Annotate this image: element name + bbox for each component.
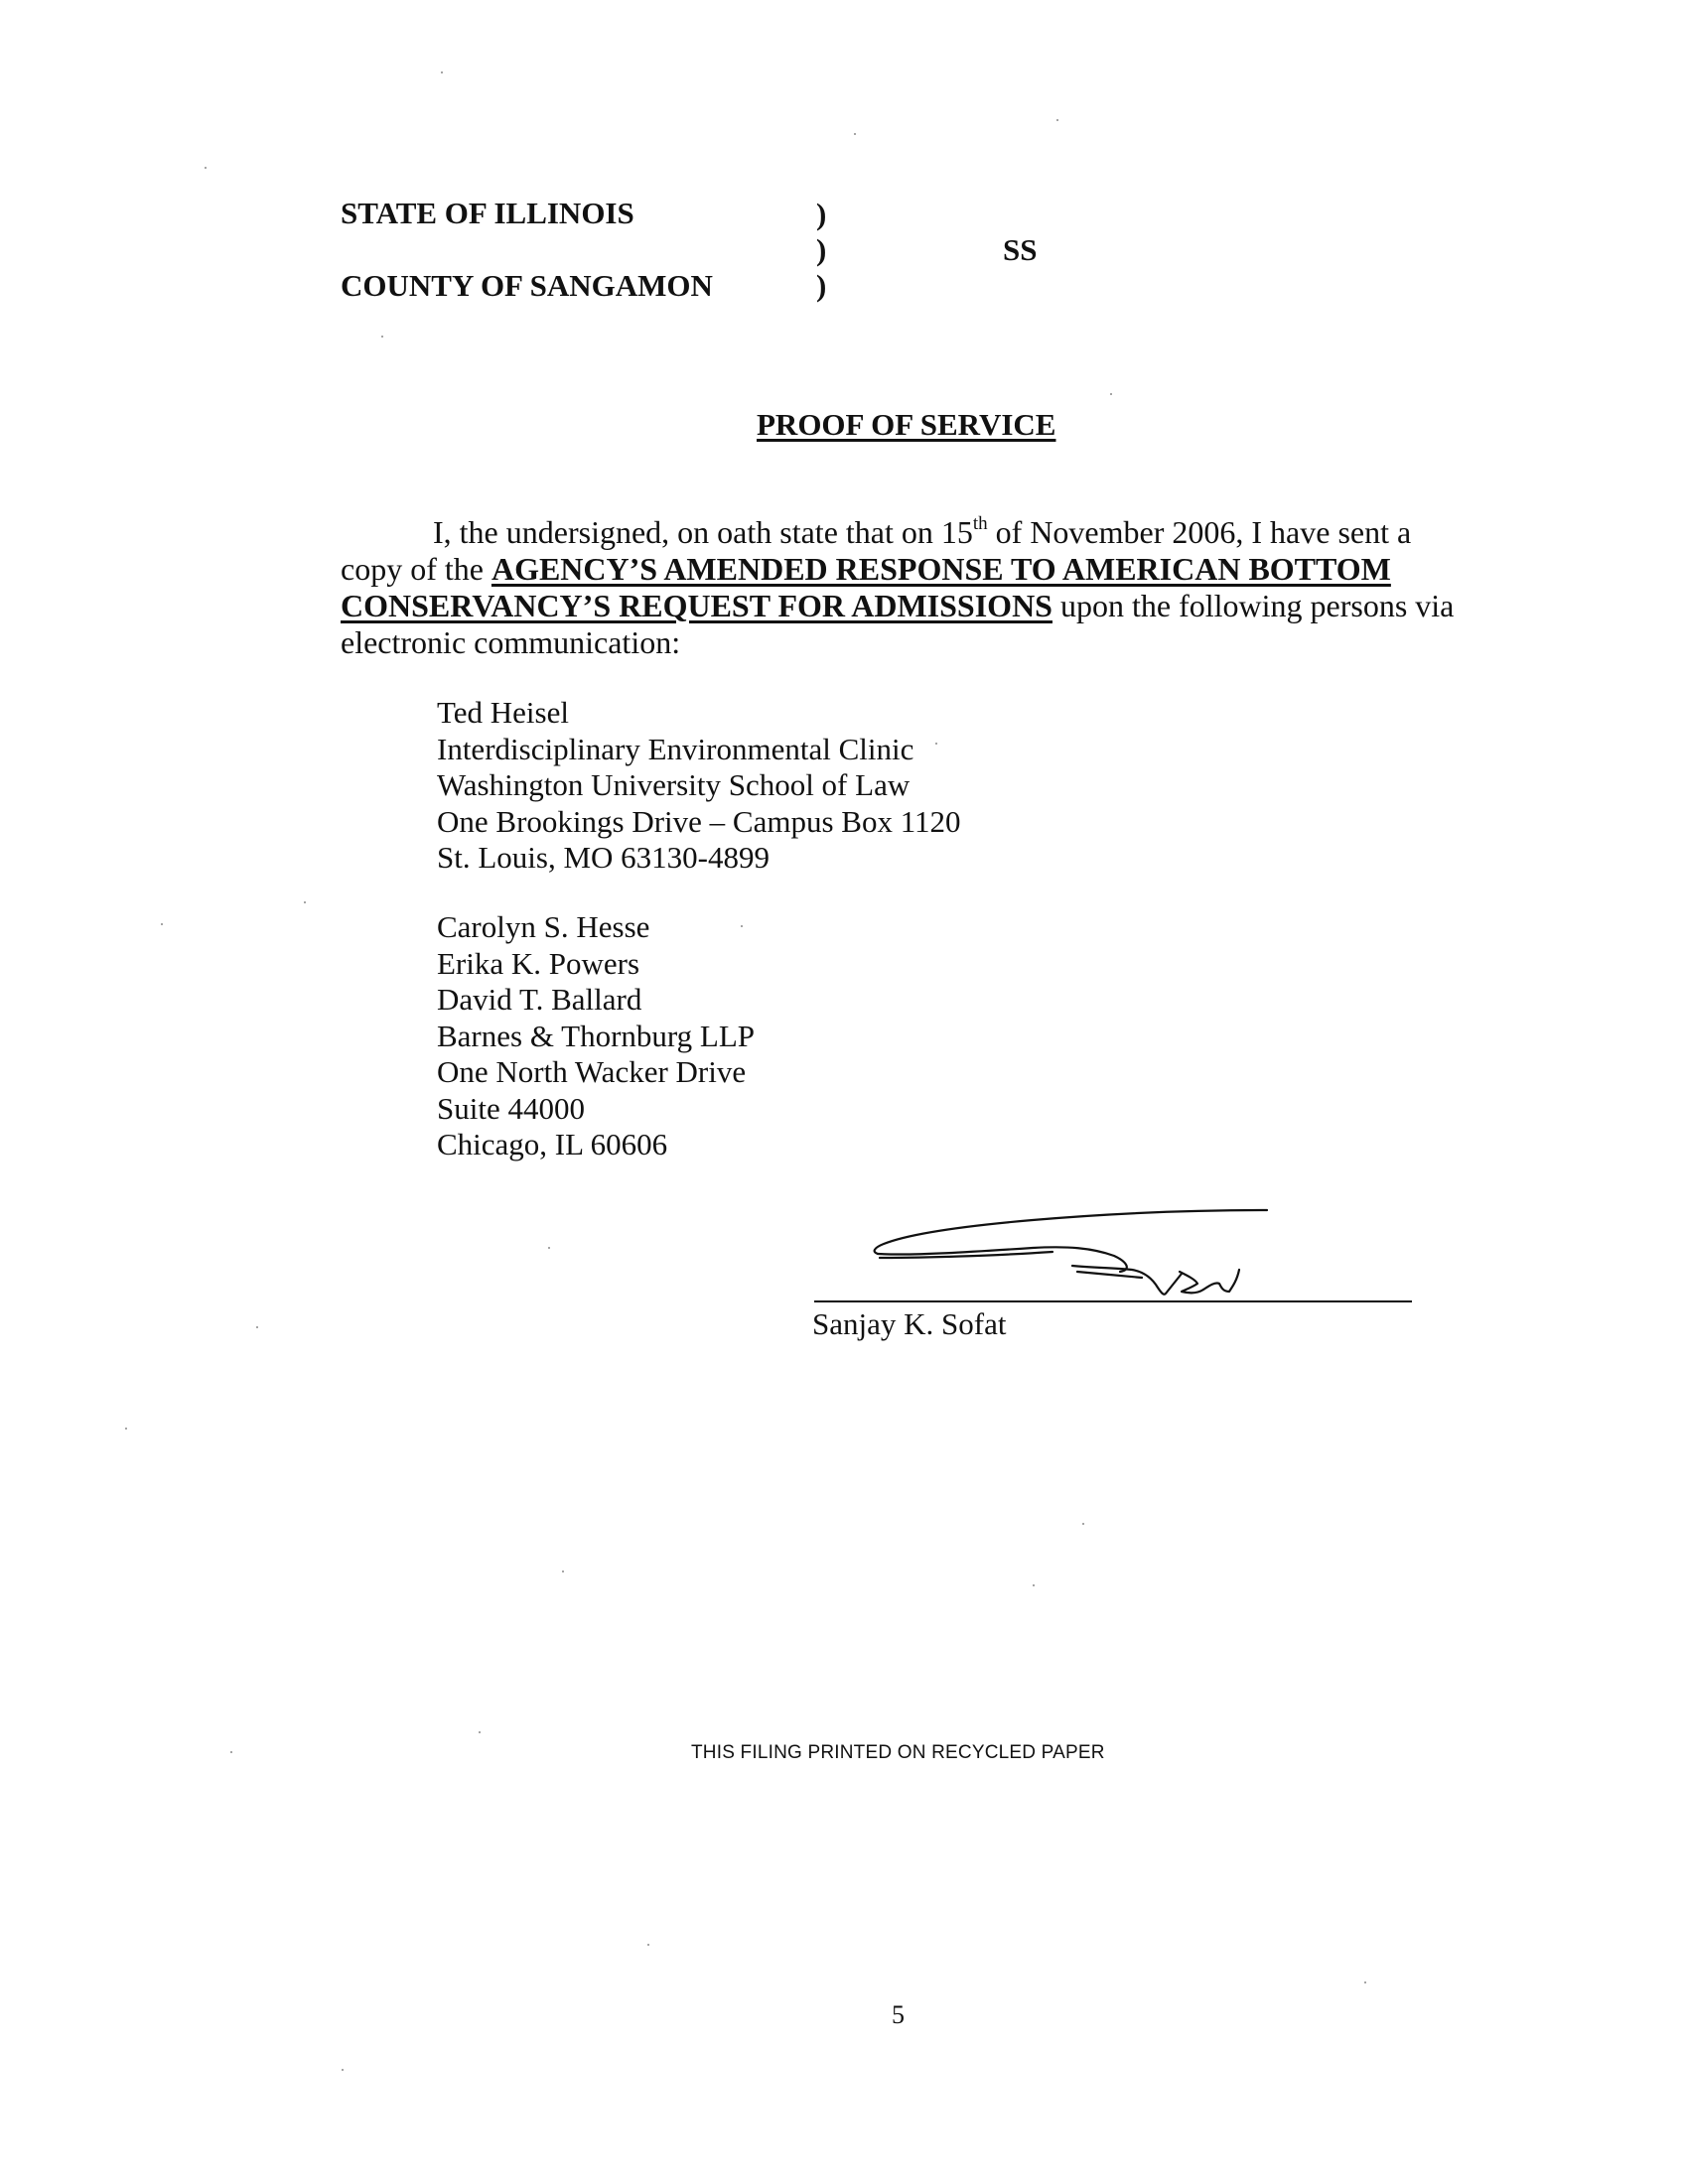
caption-state: STATE OF ILLINOIS: [341, 196, 634, 230]
document-title: PROOF OF SERVICE: [757, 407, 1056, 442]
signer-name: Sanjay K. Sofat: [812, 1306, 1007, 1341]
scan-speck: [647, 1944, 649, 1946]
caption-paren-3: ): [816, 268, 827, 303]
recipient-2-line: Barnes & Thornburg LLP: [437, 1018, 756, 1053]
statement-superscript: th: [972, 513, 988, 534]
scan-speck: [1364, 1981, 1366, 1983]
statement-text-b: of November 2006, I have sent a: [987, 514, 1412, 550]
statement-line-2: [341, 551, 1391, 587]
statement-copy-prefix: copy of the: [341, 551, 491, 587]
statement-line-3-rest: upon the following persons via: [1052, 588, 1455, 623]
scan-speck: [1033, 1584, 1035, 1586]
caption-ss: SS: [1003, 232, 1038, 267]
page-number: 5: [892, 2000, 905, 2029]
scan-speck: [125, 1428, 127, 1430]
scan-speck: [935, 743, 937, 745]
recipient-2-line: Suite 44000: [437, 1090, 585, 1126]
recipient-1-line: One Brookings Drive – Campus Box 1120: [437, 803, 961, 839]
scan-speck: [854, 133, 856, 135]
statement-text-a: I, the undersigned, on oath state that on 15: [433, 514, 973, 550]
recipient-2-line: One North Wacker Drive: [437, 1054, 747, 1089]
statement-line-1: [433, 514, 1411, 550]
recipient-2-line: David T. Ballard: [437, 982, 642, 1017]
recycled-paper-note: THIS FILING PRINTED ON RECYCLED PAPER: [691, 1742, 1105, 1763]
caption-paren-2: ): [816, 232, 827, 267]
statement-line-3: [341, 588, 1454, 623]
recipient-1-line: St. Louis, MO 63130-4899: [437, 840, 770, 875]
recipient-1-line: Ted Heisel: [437, 695, 569, 730]
recipient-2-line: Carolyn S. Hesse: [437, 909, 650, 944]
recipient-1-line: Interdisciplinary Environmental Clinic: [437, 731, 914, 766]
scan-speck: [1056, 119, 1058, 121]
scan-speck: [479, 1731, 481, 1733]
scan-speck: [205, 167, 207, 169]
caption-county: COUNTY OF SANGAMON: [341, 268, 713, 303]
recipient-block-2: [437, 909, 755, 1163]
recipient-block-1: [437, 695, 961, 877]
served-document-title-2: CONSERVANCY’S REQUEST FOR ADMISSIONS: [341, 588, 1052, 623]
scan-speck: [441, 71, 443, 73]
scan-speck: [741, 925, 743, 927]
scan-speck: [381, 336, 383, 338]
served-document-title-1: AGENCY’S AMENDED RESPONSE TO AMERICAN BOTTOM: [491, 551, 1391, 587]
scan-speck: [230, 1751, 232, 1753]
scan-speck: [548, 1247, 550, 1249]
scan-speck: [256, 1326, 258, 1328]
signature-line: [814, 1300, 1412, 1302]
scan-speck: [342, 2069, 344, 2071]
recipient-1-line: Washington University School of Law: [437, 767, 911, 802]
recipient-2-line: Chicago, IL 60606: [437, 1127, 668, 1161]
scan-speck: [562, 1570, 564, 1572]
caption-paren-1: ): [816, 197, 827, 231]
scan-speck: [304, 901, 306, 903]
scan-speck: [1082, 1523, 1084, 1525]
scan-speck: [161, 923, 163, 925]
handwritten-signature: [854, 1196, 1271, 1305]
recipient-2-line: Erika K. Powers: [437, 945, 640, 981]
statement-line-4: electronic communication:: [341, 624, 681, 660]
scan-speck: [1110, 393, 1112, 395]
